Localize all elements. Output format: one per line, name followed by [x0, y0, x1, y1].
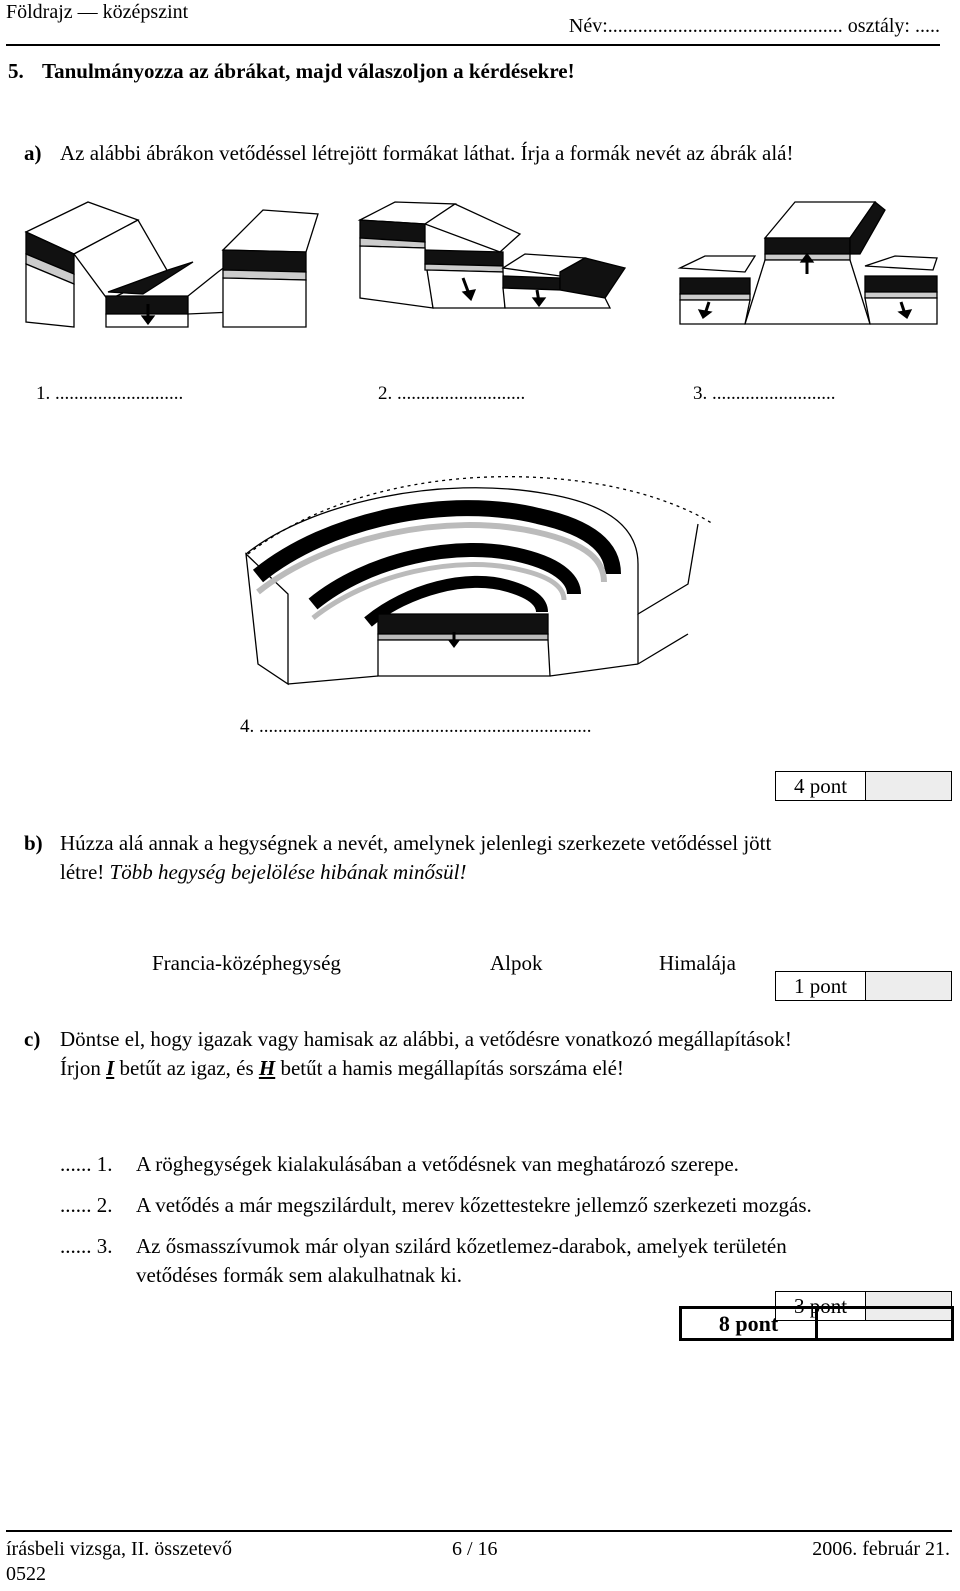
option-francia-kozephegyseg[interactable]: Francia-középhegység — [152, 951, 341, 975]
part-c-text-1: Döntse el, hogy igazak vagy hamisak az alábbi, a vetődésre vonatkozó megállapítások! — [60, 1027, 792, 1051]
score-box-a — [775, 771, 952, 801]
statement-1-text: A röghegységek kialakulásában a vetődésnek van meghatározó szerepe. — [136, 1152, 739, 1176]
part-a-text: Az alábbi ábrákon vetődéssel létrejött formákat láthat. Írja a formák nevét az ábrák alá! — [60, 141, 794, 165]
footer-exam-name: írásbeli vizsga, II. összetevő — [6, 1538, 233, 1560]
total-score-box — [679, 1306, 954, 1341]
option-himalaja[interactable]: Himalája — [659, 951, 736, 975]
footer-page-number: 6 / 16 — [452, 1538, 498, 1560]
total-score-label: 8 pont — [718, 1311, 779, 1336]
header-name-class-field: Név:............................................... osztály: ..... — [568, 15, 940, 37]
part-c-prompt — [0, 1025, 960, 1085]
statement-3-answer[interactable]: ...... 3. — [60, 1234, 113, 1258]
option-alpok[interactable]: Alpok — [490, 951, 543, 975]
statement-3 — [0, 1234, 960, 1294]
statement-3-text: Az ősmasszívumok már olyan szilárd kőzetlemez-darabok, amelyek területén — [136, 1234, 787, 1258]
footer-divider — [6, 1530, 952, 1532]
header-subject: Földrajz — középszint — [6, 1, 189, 23]
statement-2 — [0, 1193, 960, 1223]
part-b-text-2: létre! — [60, 860, 105, 884]
caption-2: 2. ........................... — [378, 383, 526, 404]
part-b-label: b) — [24, 831, 43, 855]
figure-2-step-faults — [355, 198, 630, 316]
letter-i: I — [106, 1056, 115, 1080]
score-a-label: 4 pont — [793, 774, 848, 798]
caption-4: 4. ...................................................................... — [240, 716, 592, 737]
question-title — [8, 59, 575, 84]
score-b-field — [865, 972, 951, 1000]
footer-date: 2006. február 21. — [812, 1538, 950, 1560]
part-a-prompt — [0, 139, 960, 169]
part-b-prompt — [0, 829, 960, 889]
statement-1 — [0, 1152, 960, 1182]
letter-h: H — [258, 1056, 276, 1080]
score-a-field — [865, 772, 951, 800]
header-divider — [6, 44, 940, 46]
figure-3-horst — [675, 198, 940, 328]
total-score-field — [815, 1309, 951, 1338]
score-c-label: 3 pont — [793, 1294, 848, 1318]
statement-3-text-cont: vetődéses formák sem alakulhatnak ki. — [136, 1263, 462, 1287]
question-text: Tanulmányozza az ábrákat, majd válaszoljon a kérdésekre! — [42, 59, 575, 83]
score-b-label: 1 pont — [793, 974, 848, 998]
part-c-text-2c: betűt a hamis megállapítás sorszáma elé! — [280, 1056, 624, 1080]
figure-1-graben — [18, 192, 328, 332]
part-b-warning: Több hegység bejelölése hibának minősül! — [109, 860, 467, 884]
figure-4-ring-fault — [218, 464, 718, 694]
statement-2-answer[interactable]: ...... 2. — [60, 1193, 113, 1217]
footer-code: 0522 — [6, 1563, 46, 1585]
statement-2-text: A vetődés a már megszilárdult, merev kőzettestekre jellemző szerkezeti mozgás. — [136, 1193, 812, 1217]
part-c-text-2b: betűt az igaz, és — [119, 1056, 254, 1080]
caption-1: 1. ........................... — [36, 383, 184, 404]
part-c-text-2a: Írjon — [60, 1056, 101, 1080]
part-b-text-1: Húzza alá annak a hegységnek a nevét, amelynek jelenlegi szerkezete vetődéssel jött — [60, 831, 772, 855]
score-box-b — [775, 971, 952, 1001]
statement-1-answer[interactable]: ...... 1. — [60, 1152, 113, 1176]
part-a-label: a) — [24, 141, 42, 165]
question-number: 5. — [8, 59, 24, 83]
caption-3: 3. .......................... — [693, 383, 836, 404]
part-c-label: c) — [24, 1027, 41, 1051]
